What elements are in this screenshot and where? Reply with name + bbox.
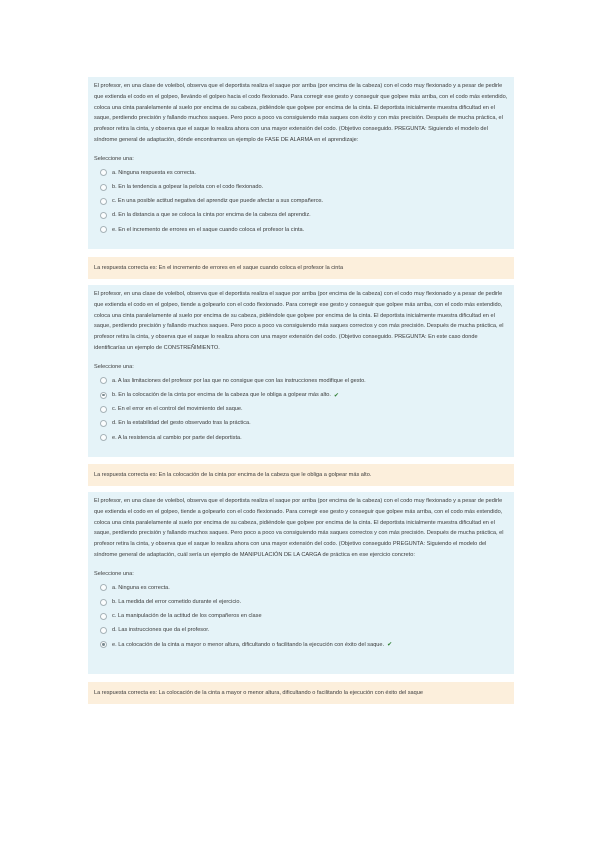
question-1-option-a[interactable] (94, 166, 508, 180)
option-label: d. Las instrucciones que da el profesor. (112, 627, 210, 634)
question-2-option-b[interactable] (94, 388, 508, 402)
question-2-prompt: Seleccione una: (94, 363, 134, 370)
question-2-feedback: La respuesta correcta es: En la colocación de la cinta por encima de la cabeza que le obliga a golpear más alto. (88, 464, 514, 486)
question-3-prompt: Seleccione una: (94, 570, 134, 577)
radio-button[interactable] (100, 599, 107, 606)
option-label: a. A las limitaciones del profesor por las que no consigue que con las instrucciones modifique el gesto. (112, 377, 366, 384)
radio-button[interactable] (100, 420, 107, 427)
option-label: c. La manipulación de la actitud de los compañeros en clase (112, 613, 262, 620)
question-3-text: El profesor, en una clase de voleibol, observa que el deportista realiza el saque por arriba (por encima de la cabeza) con el codo muy flexionado y a pesar de pedirle que extienda el codo en el golpeo, tiende a golpearlo con el codo flexionado. Para corregir ese gesto y conseguir que golpee más arriba, con el codo más extendido, coloca una cinta paralelamente al suelo por encima de su cabeza, pidiéndole que golpee por encima de la cinta. El deportista inicialmente muestra dificultad en el saque, perdiendo precisión y fallando muchos saques. Pero poco a poco va consiguiendo más saques correctos y con más precisión. Después de mucha práctica, el profesor retira la cinta, y observa que el saque lo realiza ahora con una mayor extensión del codo. (Objetivo conseguido PREGUNTA: Siguiendo el modelo del síndrome general de adaptación, cuál sería un ejemplo de MANIPULACIÓN DE LA CARGA de práctica en ese ejercicio concreto: (94, 498, 504, 558)
radio-button[interactable] (100, 226, 107, 233)
radio-button[interactable] (100, 377, 107, 384)
checkmark-icon: ✔ (333, 392, 339, 399)
radio-button[interactable] (100, 184, 107, 191)
radio-button[interactable] (100, 406, 107, 413)
radio-button[interactable] (100, 627, 107, 634)
radio-button[interactable] (100, 169, 107, 176)
question-2 (88, 285, 514, 457)
question-2-option-e[interactable] (94, 431, 508, 445)
question-1-feedback: La respuesta correcta es: En el incremento de errores en el saque cuando coloca el profesor la cinta (88, 257, 514, 279)
radio-button[interactable] (100, 613, 107, 620)
question-3-option-c[interactable] (94, 609, 508, 623)
option-label: b. En la colocación de la cinta por encima de la cabeza que le obliga a golpear más alto. (112, 392, 331, 399)
question-2-option-d[interactable] (94, 416, 508, 430)
radio-button[interactable] (100, 198, 107, 205)
question-2-text: El profesor, en una clase de voleibol, observa que el deportista realiza el saque por arriba (por encima de la cabeza) con el codo muy flexionado y a pesar de pedirle que extienda el codo en el golpeo, tiende a golpearlo con el codo flexionado. Para corregir ese gesto y conseguir que golpee más arriba, con el codo más extendido, coloca una cinta paralelamente al suelo por encima de su cabeza, pidiéndole que golpee por encima de la cinta. El deportista inicialmente muestra dificultad en el saque, perdiendo precisión y fallando muchos saques. Pero poco a poco va consiguiendo más saques correctos y con más precisión. Después de mucha práctica, el profesor retira la cinta, y observa que el saque lo realiza ahora con una mayor extensión del codo. (Objetivo conseguido. PREGUNTA: En este caso donde identificarías un ejemplo de CONSTREÑIMIENTO. (94, 291, 504, 351)
question-3-feedback: La respuesta correcta es: La colocación de la cinta a mayor o menor altura, dificultando o facilitando la ejecución con éxito del saque (88, 682, 514, 704)
option-label: c. En el error en el control del movimiento del saque. (112, 406, 243, 413)
option-label: b. En la tendencia a golpear la pelota con el codo flexionado. (112, 184, 264, 191)
option-label: d. En la estabilidad del gesto observado tras la práctica. (112, 420, 251, 427)
radio-button[interactable] (100, 584, 107, 591)
question-1-option-e[interactable] (94, 223, 508, 237)
question-1-option-d[interactable] (94, 208, 508, 222)
question-1-option-c[interactable] (94, 194, 508, 208)
option-label: e. La colocación de la cinta a mayor o menor altura, dificultando o facilitando la ejecución con éxito del saque. (112, 641, 385, 648)
question-3-option-e[interactable] (94, 638, 508, 652)
option-label: e. En el incremento de errores en el saque cuando coloca el profesor la cinta. (112, 226, 305, 233)
question-3-option-d[interactable] (94, 623, 508, 637)
question-2-option-c[interactable] (94, 402, 508, 416)
option-label: a. Ninguna respuesta es correcta. (112, 169, 196, 176)
option-label: b. La medida del error cometido durante el ejercicio. (112, 599, 242, 606)
question-3-option-b[interactable] (94, 595, 508, 609)
question-3-option-a[interactable] (94, 581, 508, 595)
checkmark-icon: ✔ (387, 642, 393, 649)
radio-button-selected[interactable] (100, 641, 107, 648)
question-1-text: El profesor, en una clase de voleibol, observa que el deportista realiza el saque por arriba (por encima de la cabeza) con el codo muy flexionado y a pesar de pedirle que extienda el codo en el golpeo, llevándo el golpeo hacia el codo flexionado. Para corregir ese gesto y conseguir que golpee más arriba, con el codo más extendido, coloca una cinta paralelamente al suelo por encima de su cabeza, pidiéndole que golpee por encima de la cinta. El deportista inicialmente muestra dificultad en el saque, perdiendo precisión y fallando muchos saques. Pero poco a poco va consiguiendo más saques con éxito y con más precisión. Después de mucha práctica, el profesor retira la cinta, y observa que el saque lo realiza ahora con una mayor extensión del codo. (Objetivo conseguido. PREGUNTA: Siguiendo el modelo del síndrome general de adaptación, dónde encontramos un ejemplo de FASE DE ALARMA en el aprendizaje: (94, 83, 508, 143)
radio-button[interactable] (100, 212, 107, 219)
option-label: e. A la resistencia al cambio por parte del deportista. (112, 434, 242, 441)
question-1 (88, 77, 514, 249)
question-1-option-b[interactable] (94, 180, 508, 194)
radio-button-selected[interactable] (100, 392, 107, 399)
option-label: a. Ninguna es correcta. (112, 584, 170, 591)
question-2-option-a[interactable] (94, 374, 508, 388)
option-label: c. En una posible actitud negativa del aprendiz que puede afectar a sus compañeros. (112, 198, 324, 205)
option-label: d. En la distancia a que se coloca la cinta por encima de la cabeza del aprendiz. (112, 212, 311, 219)
radio-button[interactable] (100, 434, 107, 441)
question-1-prompt: Seleccione una: (94, 155, 134, 162)
question-3 (88, 492, 514, 674)
